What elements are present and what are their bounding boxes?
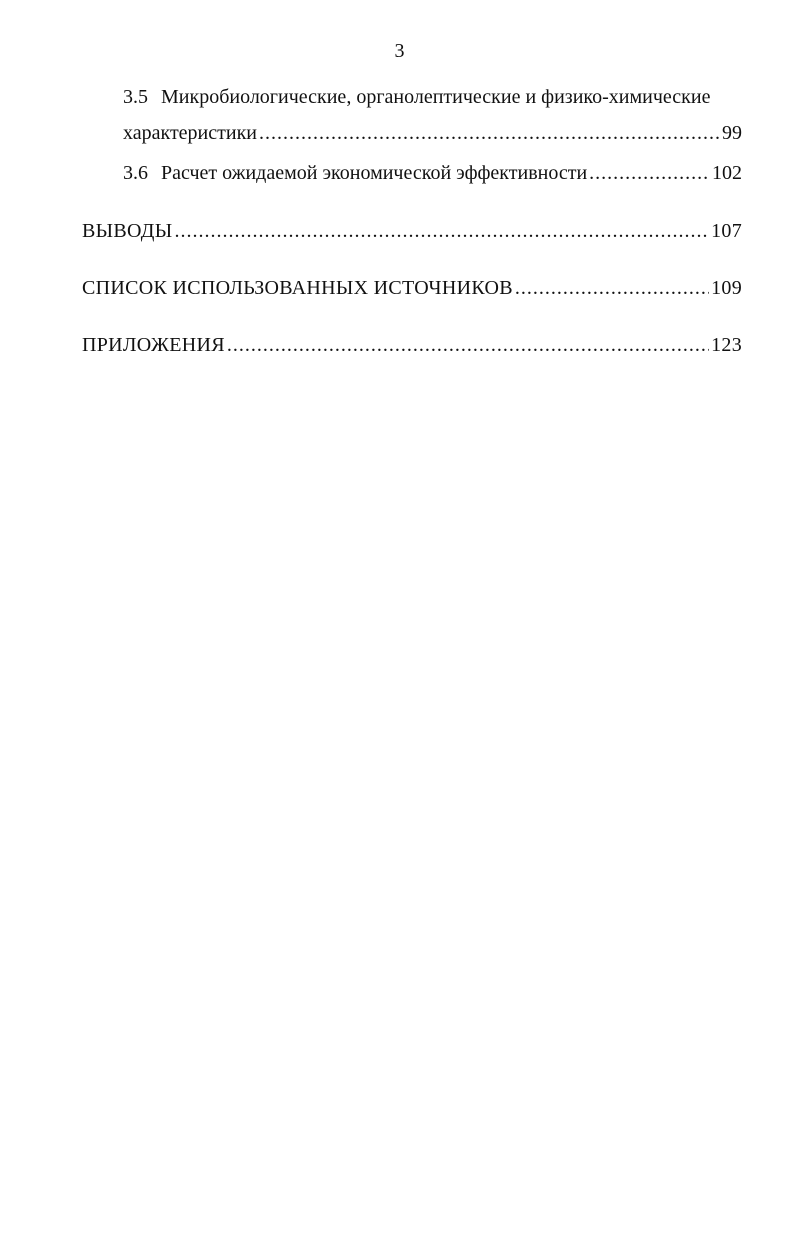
toc-entry-appendices[interactable]	[82, 332, 742, 358]
toc-entry-3-6[interactable]	[123, 160, 742, 186]
toc-entry-3-6-title: Расчет ожидаемой экономической эффективности	[161, 162, 588, 184]
toc-entry-3-5-line2[interactable]	[123, 120, 742, 146]
toc-entry-3-6-number: 3.6	[123, 162, 148, 184]
toc-entry-appendices-title: ПРИЛОЖЕНИЯ	[82, 334, 225, 356]
toc-entry-3-5-number: 3.5	[123, 86, 148, 108]
toc-leader-dots	[174, 218, 709, 244]
toc-leader-dots	[227, 332, 709, 358]
toc-entry-appendices-page: 123	[711, 334, 742, 356]
toc-leader-dots	[589, 160, 710, 186]
page-number: 3	[394, 40, 405, 62]
toc-entry-conclusions-title: ВЫВОДЫ	[82, 220, 173, 242]
toc-entry-conclusions[interactable]	[82, 218, 742, 244]
toc-leader-dots	[515, 275, 709, 301]
toc-entry-references-page: 109	[711, 277, 742, 299]
toc-entry-3-5-line1	[123, 84, 710, 110]
toc-entry-references[interactable]	[82, 275, 742, 301]
toc-entry-3-5-title-line1: Микробиологические, органолептические и физико-химические	[161, 86, 711, 108]
toc-entry-3-5-page: 99	[722, 122, 742, 144]
toc-entry-3-6-page: 102	[712, 162, 742, 184]
toc-leader-dots	[259, 120, 720, 146]
toc-entry-references-title: СПИСОК ИСПОЛЬЗОВАННЫХ ИСТОЧНИКОВ	[82, 277, 513, 299]
toc-entry-conclusions-page: 107	[711, 220, 742, 242]
toc-entry-3-5-title-line2: характеристики	[123, 122, 258, 144]
